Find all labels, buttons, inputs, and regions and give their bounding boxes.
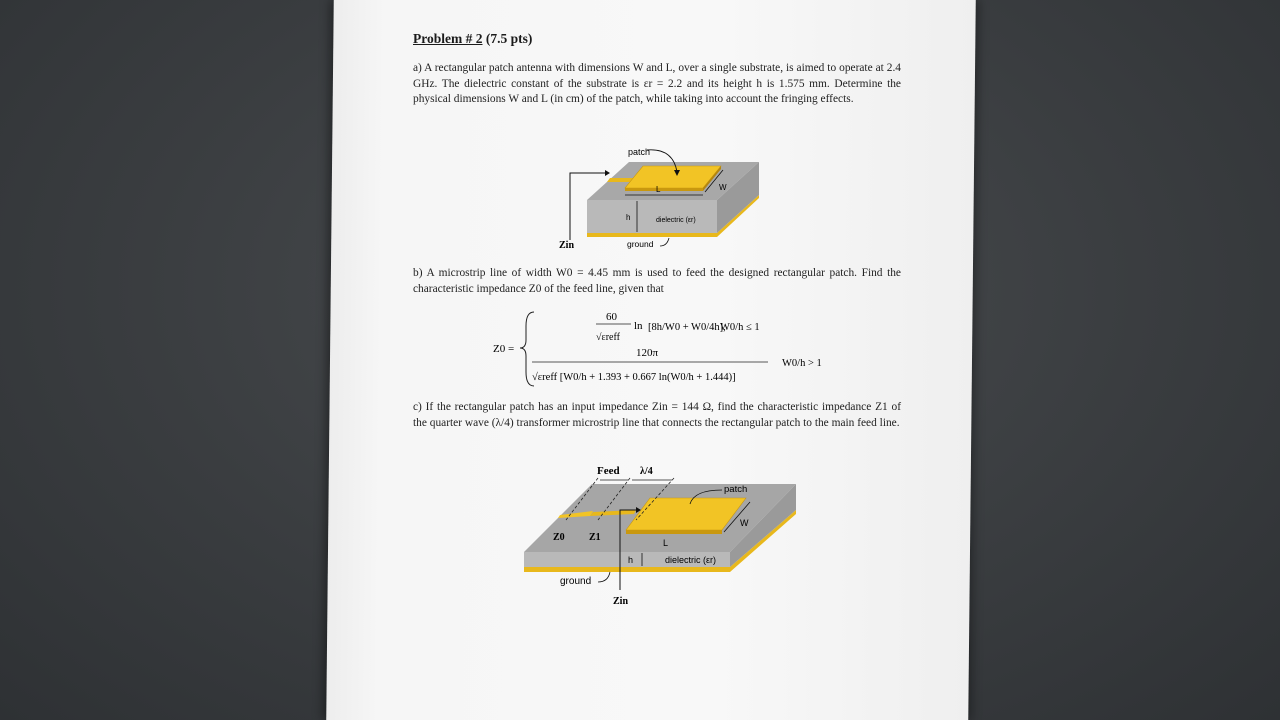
problem-title — [413, 31, 532, 47]
W-label-2: W — [740, 518, 749, 528]
problem-points: (7.5 pts) — [485, 31, 533, 46]
zin-label-2: Zin — [613, 596, 629, 607]
zin-label: Zin — [559, 240, 575, 251]
case1-condition: W0/h ≤ 1 — [720, 322, 760, 333]
feed-label: Feed — [597, 465, 620, 477]
zin-arrow — [605, 170, 610, 176]
case1-denominator: √εreff — [596, 332, 620, 343]
case2-denominator: √εreff [W0/h + 1.393 + 0.667 ln(W0/h + 1.444)] — [532, 372, 736, 383]
patch-2-edge — [626, 530, 722, 534]
ground-label: ground — [627, 239, 654, 249]
z0-label: Z0 — [553, 532, 565, 543]
L-label: L — [656, 185, 661, 194]
h-label: h — [626, 213, 631, 222]
ground-label-2: ground — [560, 576, 592, 587]
case1-ln: ln — [634, 320, 643, 332]
z0-equation — [488, 306, 833, 391]
W-label: W — [719, 183, 727, 192]
dielectric-label: dielectric (εr) — [656, 217, 696, 224]
dielectric-label-2: dielectric (εr) — [665, 555, 717, 565]
L-label-2: L — [663, 538, 669, 548]
patch-antenna-figure-1 — [555, 140, 770, 255]
case1-bracket: [8h/W0 + W0/4h], — [648, 322, 726, 333]
patch-edge — [625, 188, 703, 191]
patch-antenna-figure-2 — [518, 460, 808, 610]
part-b-text: b) A microstrip line of width W0 = 4.45 mm is used to feed the designed rectangular patch. Find the characteristic impedance Z0 of the feed line, given that — [413, 267, 901, 295]
equation-lhs: Z0 = — [493, 343, 515, 355]
lambda4-label: λ/4 — [640, 466, 653, 477]
ground-pointer — [660, 238, 669, 246]
case1-numerator: 60 — [606, 311, 617, 323]
case2-condition: W0/h > 1 — [782, 358, 822, 369]
case2-numerator: 120π — [636, 347, 659, 359]
patch-label: patch — [628, 147, 651, 157]
dielectric-front — [587, 200, 717, 233]
z1-label: Z1 — [589, 532, 601, 543]
ground-pointer-2 — [598, 572, 610, 582]
h-label-2: h — [628, 555, 634, 565]
problem-number: Problem # 2 — [413, 31, 483, 46]
patch-label-2: patch — [724, 484, 748, 495]
part-c-text: c) If the rectangular patch has an input impedance Zin = 144 Ω, find the characteristic impedance Z1 of the quarter wave (λ/4) transformer microstrip line that connects the rectangular patch to the main feed line. — [413, 401, 901, 429]
part-a-text: a) A rectangular patch antenna with dimensions W and L, over a single substrate, is aimed to operate at 2.4 GHz. The dielectric constant of the substrate is εr = 2.2 and its height h is 1.575 mm. Determine the physical dimensions W and L (in cm) of the patch, while taking into account the fringing effects. — [413, 62, 901, 106]
